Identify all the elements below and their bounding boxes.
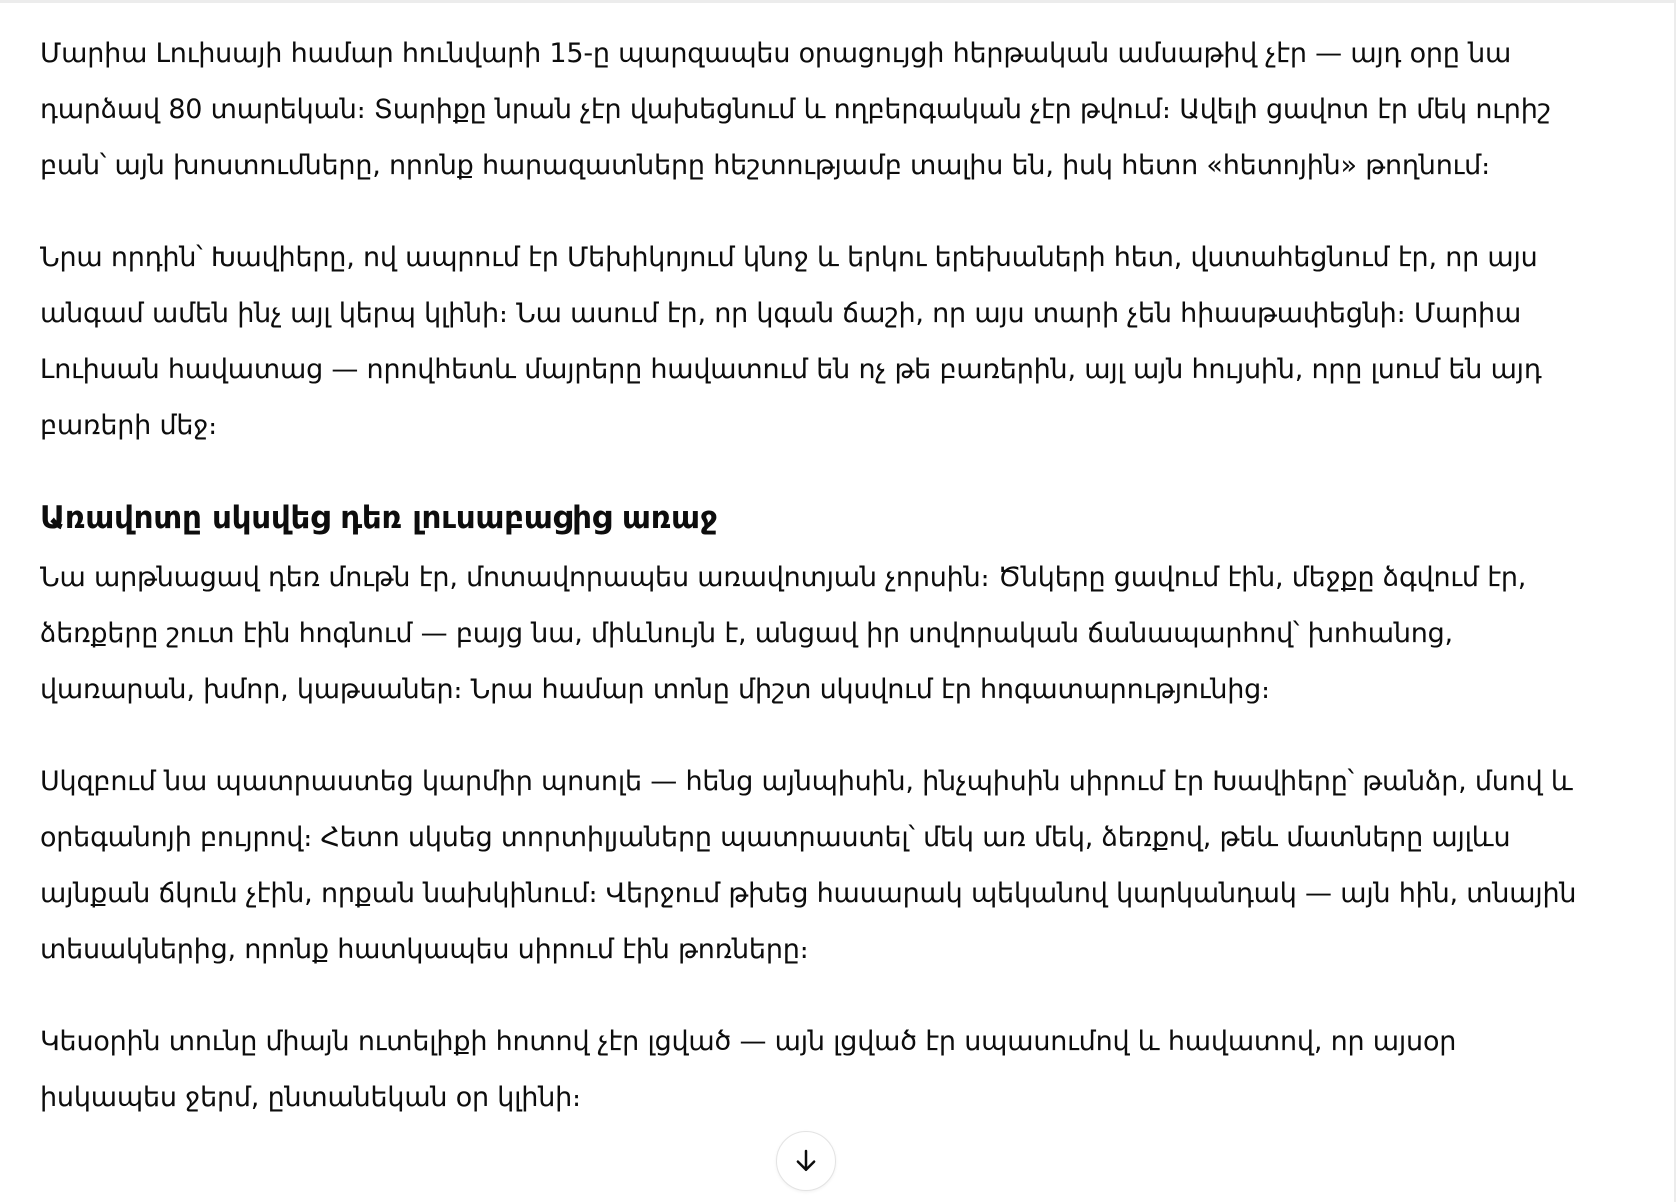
paragraph-intro: Մարիա Լուիսայի համար հունվարի 15-ը պարզապես օրացույցի հերթական ամսաթիվ չէր — այդ օրը նա դարձավ 80 տարեկան։ Տարիքը նրան չէր վախեցնում և ողբերգական չէր թվում։ Ավելի ցավոտ էր մեկ ուրիշ բան՝ այն խոստումները, որոնք հարազատները հեշտությամբ տալիս են, իսկ հետո «հետոյին» թողնում։ [40, 38, 1551, 181]
paragraph-early-morning: Նա արթնացավ դեռ մութն էր, մոտավորապես առավոտյան չորսին։ Ծնկերը ցավում էին, մեջքը ձգվում էր, ձեռքերը շուտ էին հոգնում — բայց նա, միևնույն է, անցավ իր սովորական ճանապարհով՝ խոհանոց, վառարան, խմոր, կաթսաներ։ Նրա համար տոնը միշտ սկսվում էր հոգատարությունից։ [40, 562, 1527, 705]
paragraph-cooking: Սկզբում նա պատրաստեց կարմիր պոսոլե — հենց այնպիսին, ինչպիսին սիրում էր Խավիերը՝ թանձր, մսով և օրեգանոյի բույրով։ Հետո սկսեց տորտիլյաները պատրաստել՝ մեկ առ մեկ, ձեռքով, թեև մատները այլևս այնքան ճկուն չէին, որքան նախկինում։ Վերջում թխեց հասարակ պեկանով կարկանդակ — այն հին, տնային տեսակներից, որոնք հատկապես սիրում էին թոռները։ [40, 766, 1577, 965]
top-divider [0, 0, 1676, 3]
section-heading: Առավոտը սկսվեց դեռ լուսաբացից առաջ [40, 500, 718, 536]
article-body [40, 26, 1600, 1162]
arrow-down-icon [791, 1146, 821, 1176]
paragraph-son-promise: Նրա որդին՝ Խավիերը, ով ապրում էր Մեխիկոյում կնոջ և երկու երեխաների հետ, վստահեցնում էր, որ այս անգամ ամեն ինչ այլ կերպ կլինի։ Նա ասում էր, որ կգան ճաշի, որ այս տարի չեն հիասթափեցնի։ Մարիա Լուիսան հավատաց — որովհետև մայրերը հավատում են ոչ թե բառերին, այլ այն հույսին, որը լսում են այդ բառերի մեջ։ [40, 242, 1542, 441]
scroll-to-bottom-button[interactable] [776, 1131, 836, 1191]
paragraph-noon: Կեսօրին տունը միայն ուտելիքի հոտով չէր լցված — այն լցված էր սպասումով և հավատով, որ այսօր իսկապես ջերմ, ընտանեկան օր կլինի։ [40, 1026, 1457, 1113]
